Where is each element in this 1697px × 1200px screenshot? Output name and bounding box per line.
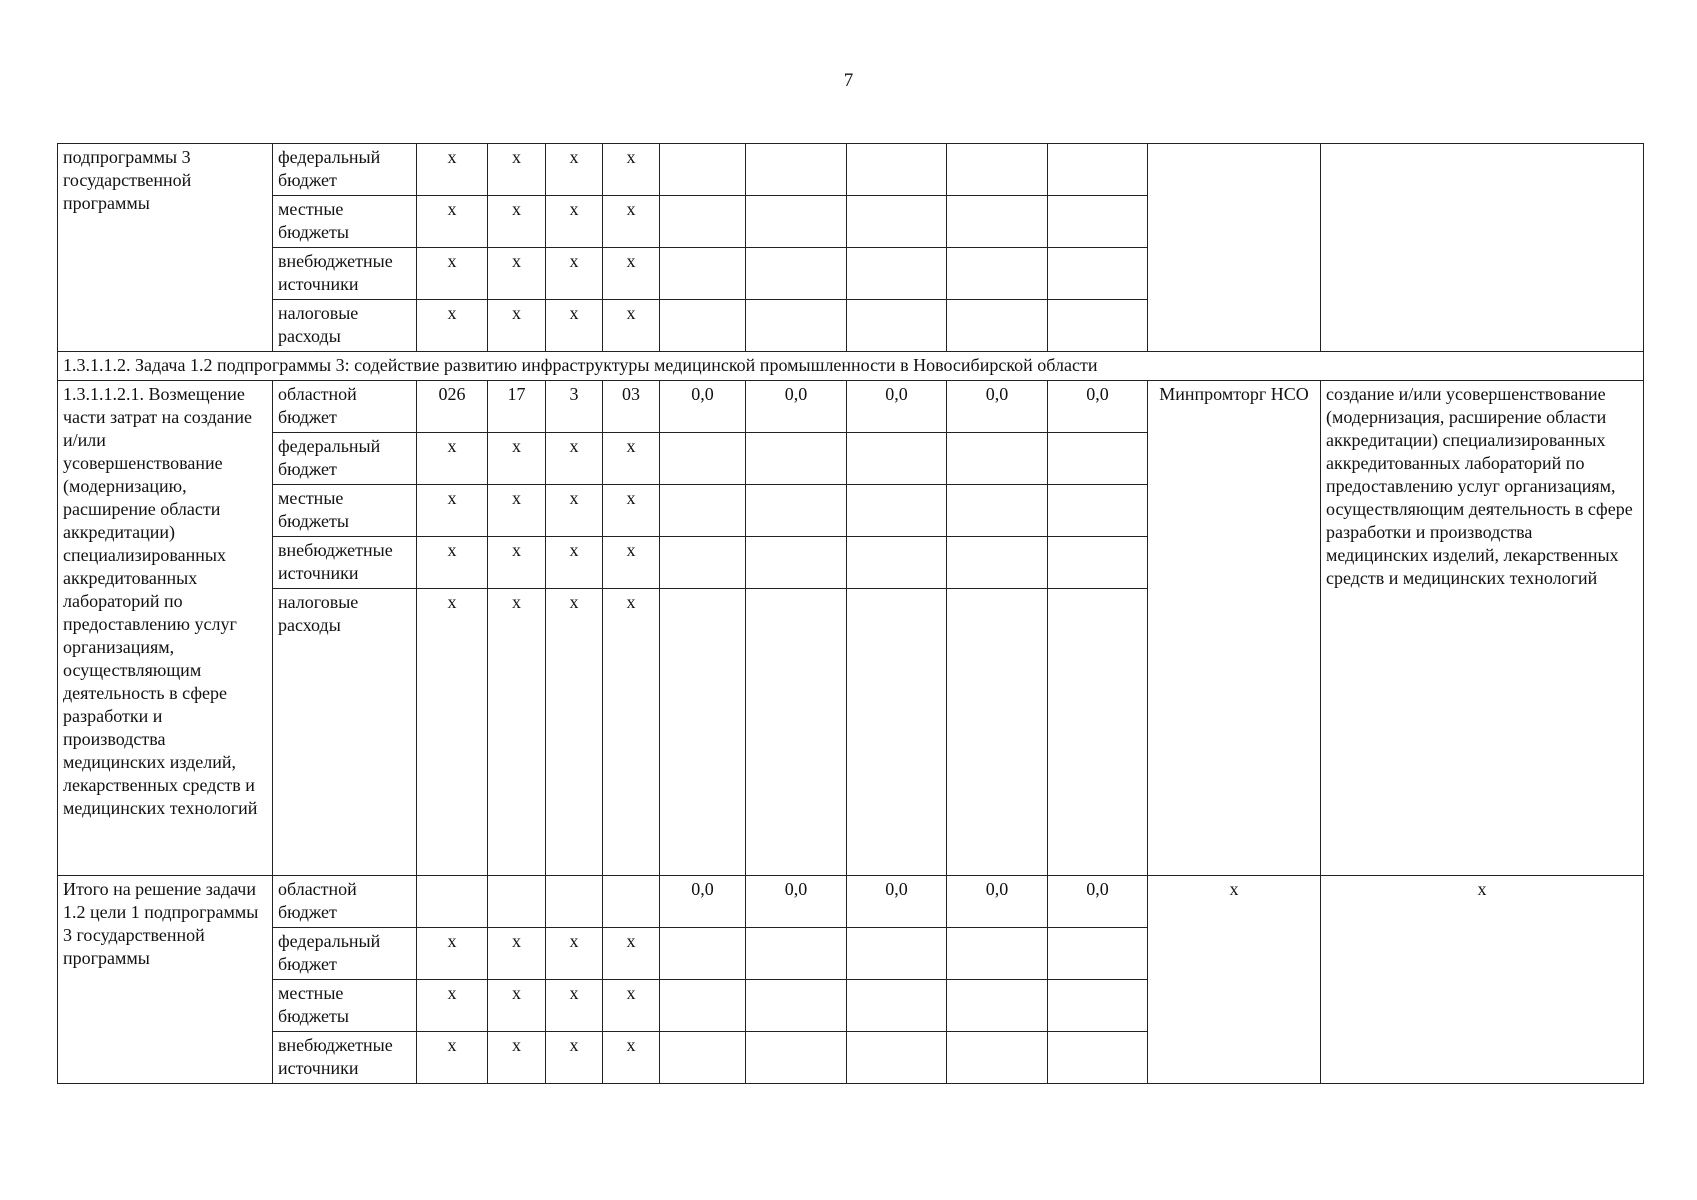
code-cell: x: [546, 537, 603, 589]
table-row: [58, 876, 1644, 928]
code-cell: x: [417, 196, 488, 248]
code-cell: x: [603, 928, 660, 980]
source-tax: налоговые расходы: [273, 589, 417, 876]
value-cell: [660, 928, 746, 980]
code-cell: x: [603, 433, 660, 485]
value-cell: [947, 485, 1048, 537]
code-cell: x: [417, 928, 488, 980]
value-cell: [660, 144, 746, 196]
value-cell: 0,0: [947, 876, 1048, 928]
page-number: 7: [843, 70, 854, 91]
code-cell: x: [546, 433, 603, 485]
code-cell: x: [603, 1032, 660, 1084]
code-cell: x: [488, 248, 546, 300]
value-cell: [660, 196, 746, 248]
value-cell: [847, 928, 947, 980]
code-cell: x: [603, 537, 660, 589]
value-cell: [847, 433, 947, 485]
source-federal: федеральный бюджет: [273, 928, 417, 980]
code-cell: x: [546, 485, 603, 537]
source-local: местные бюджеты: [273, 196, 417, 248]
code-cell: [546, 876, 603, 928]
executor-cell: Минпромторг НСО: [1148, 381, 1321, 876]
value-cell: 0,0: [660, 876, 746, 928]
value-cell: [947, 589, 1048, 876]
code-cell: x: [603, 485, 660, 537]
value-cell: [746, 589, 847, 876]
code-cell: 03: [603, 381, 660, 433]
code-cell: x: [488, 589, 546, 876]
value-cell: [847, 485, 947, 537]
source-tax: налоговые расходы: [273, 300, 417, 352]
code-cell: x: [603, 589, 660, 876]
value-cell: [660, 433, 746, 485]
value-cell: [1048, 537, 1148, 589]
value-cell: [947, 980, 1048, 1032]
code-cell: x: [488, 300, 546, 352]
value-cell: [660, 537, 746, 589]
value-cell: [660, 1032, 746, 1084]
code-cell: x: [603, 980, 660, 1032]
code-cell: [488, 876, 546, 928]
source-regional: областной бюджет: [273, 381, 417, 433]
code-cell: 3: [546, 381, 603, 433]
source-local: местные бюджеты: [273, 485, 417, 537]
section-header: 1.3.1.1.2. Задача 1.2 подпрограммы 3: содействие развитию инфраструктуры медицинской промышленности в Новосибирской области: [58, 352, 1644, 381]
value-cell: [660, 980, 746, 1032]
source-federal: федеральный бюджет: [273, 433, 417, 485]
value-cell: [746, 144, 847, 196]
code-cell: x: [488, 196, 546, 248]
code-cell: x: [417, 980, 488, 1032]
code-cell: x: [546, 1032, 603, 1084]
source-extra: внебюджетные источники: [273, 248, 417, 300]
block1-title: подпрограммы 3 государственной программы: [58, 144, 273, 352]
value-cell: 0,0: [947, 381, 1048, 433]
section-header-row: [58, 352, 1644, 381]
block3-title: Итого на решение задачи 1.2 цели 1 подпрограммы 3 государственной программы: [58, 876, 273, 1084]
value-cell: [847, 300, 947, 352]
value-cell: [947, 928, 1048, 980]
value-cell: [947, 537, 1048, 589]
value-cell: [847, 589, 947, 876]
code-cell: x: [417, 300, 488, 352]
source-extra: внебюджетные источники: [273, 1032, 417, 1084]
code-cell: [603, 876, 660, 928]
value-cell: [847, 196, 947, 248]
code-cell: x: [603, 196, 660, 248]
code-cell: x: [546, 196, 603, 248]
value-cell: [746, 300, 847, 352]
source-federal: федеральный бюджет: [273, 144, 417, 196]
code-cell: x: [546, 248, 603, 300]
value-cell: [660, 300, 746, 352]
value-cell: [746, 196, 847, 248]
code-cell: x: [488, 433, 546, 485]
value-cell: [1048, 300, 1148, 352]
code-cell: x: [488, 928, 546, 980]
value-cell: 0,0: [847, 381, 947, 433]
code-cell: [417, 876, 488, 928]
value-cell: [660, 485, 746, 537]
value-cell: [1048, 196, 1148, 248]
code-cell: x: [546, 928, 603, 980]
source-local: местные бюджеты: [273, 980, 417, 1032]
table-row: [58, 381, 1644, 433]
code-cell: x: [546, 980, 603, 1032]
value-cell: [847, 248, 947, 300]
result-cell: x: [1321, 876, 1644, 1084]
block2-title: 1.3.1.1.2.1. Возмещение части затрат на создание и/или усовершенствование (модернизацию, расширение области аккредитации) специализированных аккредитованных лабораторий по предоставлению услуг организациям, осуществляющим деятельность в сфере разработки и производства медицинских изделий, лекарственных средств и медицинских технологий: [58, 381, 273, 876]
result-cell: создание и/или усовершенствование (модернизация, расширение области аккредитации) специализированных аккредитованных лабораторий по предоставлению услуг организациям, осуществляющим деятельность в сфере разработки и производства медицинских изделий, лекарственных средств и медицинских технологий: [1321, 381, 1644, 876]
code-cell: x: [488, 537, 546, 589]
value-cell: [746, 537, 847, 589]
code-cell: x: [417, 1032, 488, 1084]
value-cell: [746, 928, 847, 980]
value-cell: [1048, 433, 1148, 485]
code-cell: x: [603, 248, 660, 300]
value-cell: [746, 248, 847, 300]
result-cell: [1321, 144, 1644, 352]
value-cell: [746, 1032, 847, 1084]
value-cell: [847, 1032, 947, 1084]
source-regional: областной бюджет: [273, 876, 417, 928]
value-cell: [1048, 144, 1148, 196]
code-cell: x: [488, 144, 546, 196]
value-cell: [746, 980, 847, 1032]
value-cell: [1048, 1032, 1148, 1084]
value-cell: [947, 248, 1048, 300]
code-cell: x: [488, 1032, 546, 1084]
code-cell: x: [488, 485, 546, 537]
value-cell: [847, 537, 947, 589]
code-cell: 17: [488, 381, 546, 433]
value-cell: [847, 980, 947, 1032]
value-cell: [746, 433, 847, 485]
value-cell: [847, 144, 947, 196]
code-cell: 026: [417, 381, 488, 433]
value-cell: [947, 433, 1048, 485]
value-cell: 0,0: [1048, 381, 1148, 433]
code-cell: x: [417, 144, 488, 196]
value-cell: 0,0: [746, 876, 847, 928]
value-cell: 0,0: [1048, 876, 1148, 928]
code-cell: x: [546, 300, 603, 352]
value-cell: 0,0: [847, 876, 947, 928]
table-row: [58, 144, 1644, 196]
executor-cell: [1148, 144, 1321, 352]
code-cell: x: [417, 485, 488, 537]
value-cell: [1048, 589, 1148, 876]
value-cell: [947, 144, 1048, 196]
value-cell: [947, 1032, 1048, 1084]
source-extra: внебюджетные источники: [273, 537, 417, 589]
code-cell: x: [546, 589, 603, 876]
value-cell: [746, 485, 847, 537]
code-cell: x: [603, 300, 660, 352]
value-cell: 0,0: [660, 381, 746, 433]
code-cell: x: [417, 589, 488, 876]
executor-cell: x: [1148, 876, 1321, 1084]
value-cell: [1048, 485, 1148, 537]
value-cell: 0,0: [746, 381, 847, 433]
value-cell: [947, 196, 1048, 248]
code-cell: x: [488, 980, 546, 1032]
program-table: [57, 143, 1644, 1084]
value-cell: [1048, 248, 1148, 300]
value-cell: [660, 589, 746, 876]
code-cell: x: [417, 433, 488, 485]
value-cell: [947, 300, 1048, 352]
value-cell: [1048, 928, 1148, 980]
value-cell: [1048, 980, 1148, 1032]
code-cell: x: [417, 248, 488, 300]
code-cell: x: [603, 144, 660, 196]
code-cell: x: [417, 537, 488, 589]
code-cell: x: [546, 144, 603, 196]
value-cell: [660, 248, 746, 300]
